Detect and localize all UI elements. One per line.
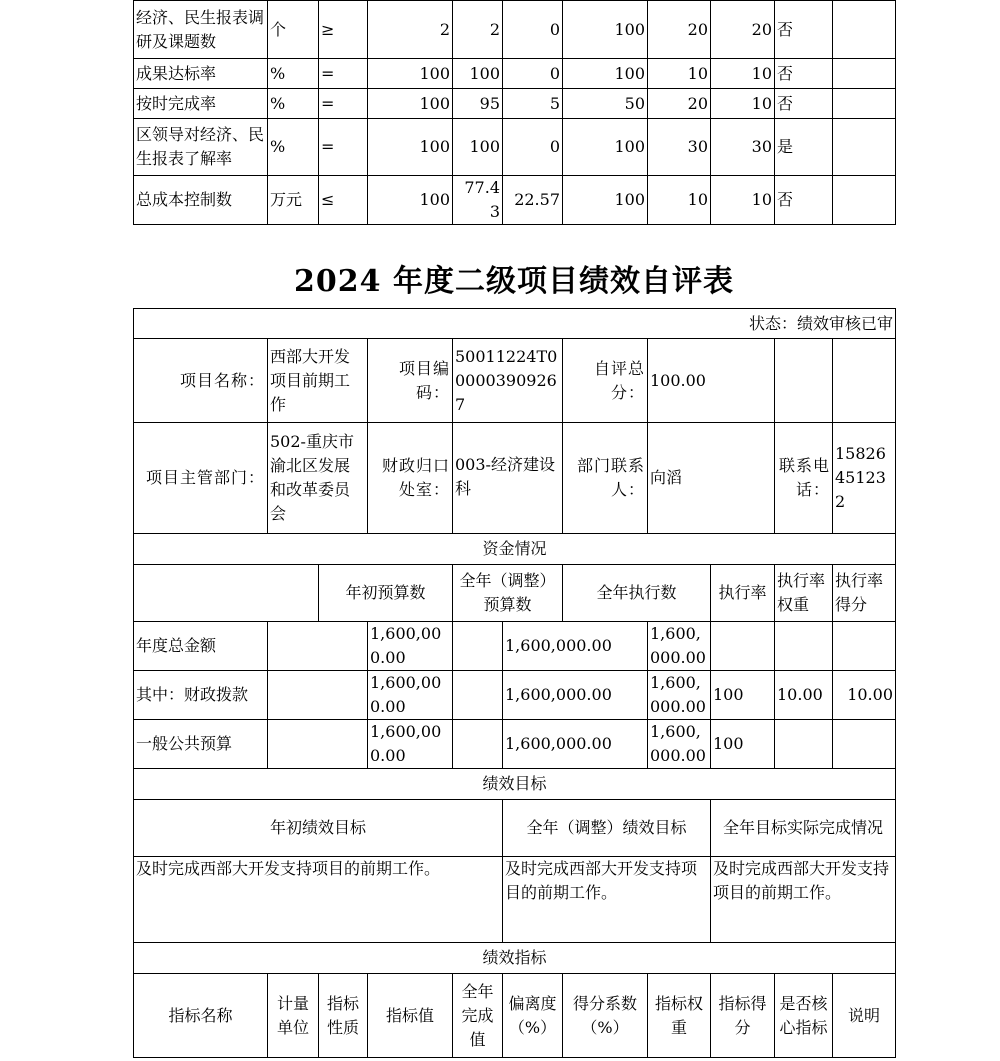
indicator-unit: 万元: [268, 176, 319, 225]
indicator-name: 区领导对经济、民生报表了解率: [134, 119, 268, 176]
indicator-coef: 100: [563, 59, 648, 89]
indicator-score: 10: [711, 176, 775, 225]
exec-rate-header: 执行率: [711, 565, 775, 622]
indicator-target: 100: [368, 119, 453, 176]
indicators-header-row: [134, 974, 896, 1058]
indicator-weight: 20: [648, 1, 711, 59]
indicator-actual: 95: [453, 89, 503, 119]
project-name-value: 西部大开发项目前期工作: [268, 339, 368, 423]
indicator-operator: =: [319, 89, 368, 119]
table-row: [134, 176, 896, 225]
indicator-score: 20: [711, 1, 775, 59]
funds-row-label: 其中：财政拨款: [134, 671, 268, 720]
executed-header: 全年执行数: [563, 565, 711, 622]
empty-cell: [453, 671, 503, 720]
funds-header-row: [134, 565, 896, 622]
exec-rate-value: 100: [711, 671, 775, 720]
funds-row: [134, 720, 896, 769]
indicator-core: 否: [775, 89, 833, 119]
indicator-coef: 100: [563, 176, 648, 225]
executed-value: 1,600,000.00: [648, 671, 711, 720]
indicator-coef: 50: [563, 89, 648, 119]
indicator-note: [833, 1, 896, 59]
indicator-score: 10: [711, 89, 775, 119]
department-value: 502-重庆市渝北区发展和改革委员会: [268, 423, 368, 534]
executed-value: 1,600,000.00: [648, 622, 711, 671]
indicator-name: 按时完成率: [134, 89, 268, 119]
exec-rate-weight-value: 10.00: [775, 671, 833, 720]
status-row: [134, 309, 896, 339]
exec-rate-score-value: [833, 622, 896, 671]
empty-cell: [268, 720, 368, 769]
deviation-header: 偏离度（%）: [503, 974, 563, 1058]
goals-section-row: [134, 769, 896, 800]
indicator-operator: ≥: [319, 1, 368, 59]
adjusted-budget-value: 1,600,000.00: [503, 622, 648, 671]
indicator-operator: =: [319, 59, 368, 89]
indicator-actual: 77.43: [453, 176, 503, 225]
empty-cell: [453, 720, 503, 769]
indicator-deviation: 0: [503, 59, 563, 89]
indicator-name: 经济、民生报表调研及课题数: [134, 1, 268, 59]
weight-header: 指标权重: [648, 974, 711, 1058]
department-row: [134, 423, 896, 534]
empty-cell: [268, 671, 368, 720]
self-score-label: 自评总分：: [563, 339, 648, 423]
indicator-weight: 30: [648, 119, 711, 176]
core-header: 是否核心指标: [775, 974, 833, 1058]
indicator-deviation: 5: [503, 89, 563, 119]
indicator-operator: ≤: [319, 176, 368, 225]
indicator-score: 30: [711, 119, 775, 176]
indicator-deviation: 0: [503, 119, 563, 176]
indicator-name-header: 指标名称: [134, 974, 268, 1058]
indicator-note: [833, 89, 896, 119]
indicator-core: 是: [775, 119, 833, 176]
project-name-label: 项目名称：: [134, 339, 268, 423]
exec-rate-value: [711, 622, 775, 671]
indicator-weight: 10: [648, 176, 711, 225]
project-code-label: 项目编码：: [368, 339, 453, 423]
empty-cell: [833, 339, 896, 423]
score-header: 指标得分: [711, 974, 775, 1058]
goals-section-title: 绩效目标: [134, 769, 896, 800]
finance-office-value: 003-经济建设科: [453, 423, 563, 534]
empty-cell: [268, 622, 368, 671]
status-badge: 状态：绩效审核已审: [134, 309, 896, 339]
indicators-section-title: 绩效指标: [134, 943, 896, 974]
exec-rate-score-value: [833, 720, 896, 769]
indicator-operator: =: [319, 119, 368, 176]
funds-row: [134, 622, 896, 671]
indicator-deviation: 22.57: [503, 176, 563, 225]
indicator-target: 100: [368, 176, 453, 225]
indicator-coef: 100: [563, 119, 648, 176]
indicator-actual: 100: [453, 59, 503, 89]
indicator-weight: 20: [648, 89, 711, 119]
initial-budget-value: 1,600,000.00: [368, 720, 453, 769]
indicator-actual: 100: [453, 119, 503, 176]
indicator-unit: 个: [268, 1, 319, 59]
indicator-note: [833, 176, 896, 225]
initial-goal-header: 年初绩效目标: [134, 800, 503, 857]
exec-rate-value: 100: [711, 720, 775, 769]
indicator-coef: 100: [563, 1, 648, 59]
exec-rate-weight-value: [775, 622, 833, 671]
empty-cell: [453, 622, 503, 671]
actual-goal-header: 全年目标实际完成情况: [711, 800, 896, 857]
adjusted-budget-header: 全年（调整）预算数: [453, 565, 563, 622]
unit-header: 计量单位: [268, 974, 319, 1058]
indicator-note: [833, 119, 896, 176]
finance-office-label: 财政归口处室：: [368, 423, 453, 534]
indicator-core: 否: [775, 59, 833, 89]
contact-value: 向滔: [648, 423, 775, 534]
department-label: 项目主管部门：: [134, 423, 268, 534]
indicator-deviation: 0: [503, 1, 563, 59]
project-info-row: [134, 339, 896, 423]
exec-rate-weight-header: 执行率权重: [775, 565, 833, 622]
funds-row: [134, 671, 896, 720]
actual-goal-text: 及时完成西部大开发支持项目的前期工作。: [711, 857, 896, 943]
self-score-value: 100.00: [648, 339, 775, 423]
contact-label: 部门联系人：: [563, 423, 648, 534]
completion-header: 全年完成值: [453, 974, 503, 1058]
adjusted-budget-value: 1,600,000.00: [503, 671, 648, 720]
goals-row: [134, 857, 896, 943]
nature-header: 指标性质: [319, 974, 368, 1058]
indicator-unit: %: [268, 119, 319, 176]
indicators-section-row: [134, 943, 896, 974]
indicator-name: 成果达标率: [134, 59, 268, 89]
initial-budget-header: 年初预算数: [319, 565, 453, 622]
indicator-table-continued: [133, 0, 896, 225]
funds-row-label: 年度总金额: [134, 622, 268, 671]
phone-value: 15826451232: [833, 423, 896, 534]
indicator-weight: 10: [648, 59, 711, 89]
indicator-target: 100: [368, 59, 453, 89]
initial-budget-value: 1,600,000.00: [368, 671, 453, 720]
indicator-target: 100: [368, 89, 453, 119]
indicator-name: 总成本控制数: [134, 176, 268, 225]
coef-header: 得分系数（%）: [563, 974, 648, 1058]
evaluation-table: [133, 308, 896, 1058]
goals-header-row: [134, 800, 896, 857]
indicator-target: 2: [368, 1, 453, 59]
project-code-value: 50011224T000003909267: [453, 339, 563, 423]
note-header: 说明: [833, 974, 896, 1058]
funds-section-row: [134, 534, 896, 565]
exec-rate-weight-value: [775, 720, 833, 769]
indicator-note: [833, 59, 896, 89]
indicator-actual: 2: [453, 1, 503, 59]
adjusted-goal-header: 全年（调整）绩效目标: [503, 800, 711, 857]
indicator-core: 否: [775, 176, 833, 225]
exec-rate-score-header: 执行率得分: [833, 565, 896, 622]
empty-cell: [134, 565, 319, 622]
value-header: 指标值: [368, 974, 453, 1058]
indicator-unit: %: [268, 89, 319, 119]
adjusted-budget-value: 1,600,000.00: [503, 720, 648, 769]
table-row: [134, 59, 896, 89]
empty-cell: [775, 339, 833, 423]
initial-goal-text: 及时完成西部大开发支持项目的前期工作。: [134, 857, 503, 943]
indicator-score: 10: [711, 59, 775, 89]
table-row: [134, 119, 896, 176]
indicator-core: 否: [775, 1, 833, 59]
adjusted-goal-text: 及时完成西部大开发支持项目的前期工作。: [503, 857, 711, 943]
funds-row-label: 一般公共预算: [134, 720, 268, 769]
indicator-unit: %: [268, 59, 319, 89]
table-row: [134, 89, 896, 119]
initial-budget-value: 1,600,000.00: [368, 622, 453, 671]
table-row: [134, 1, 896, 59]
executed-value: 1,600,000.00: [648, 720, 711, 769]
phone-label: 联系电话：: [775, 423, 833, 534]
exec-rate-score-value: 10.00: [833, 671, 896, 720]
page-title: 2024 年度二级项目绩效自评表: [294, 264, 734, 299]
funds-section-title: 资金情况: [134, 534, 896, 565]
